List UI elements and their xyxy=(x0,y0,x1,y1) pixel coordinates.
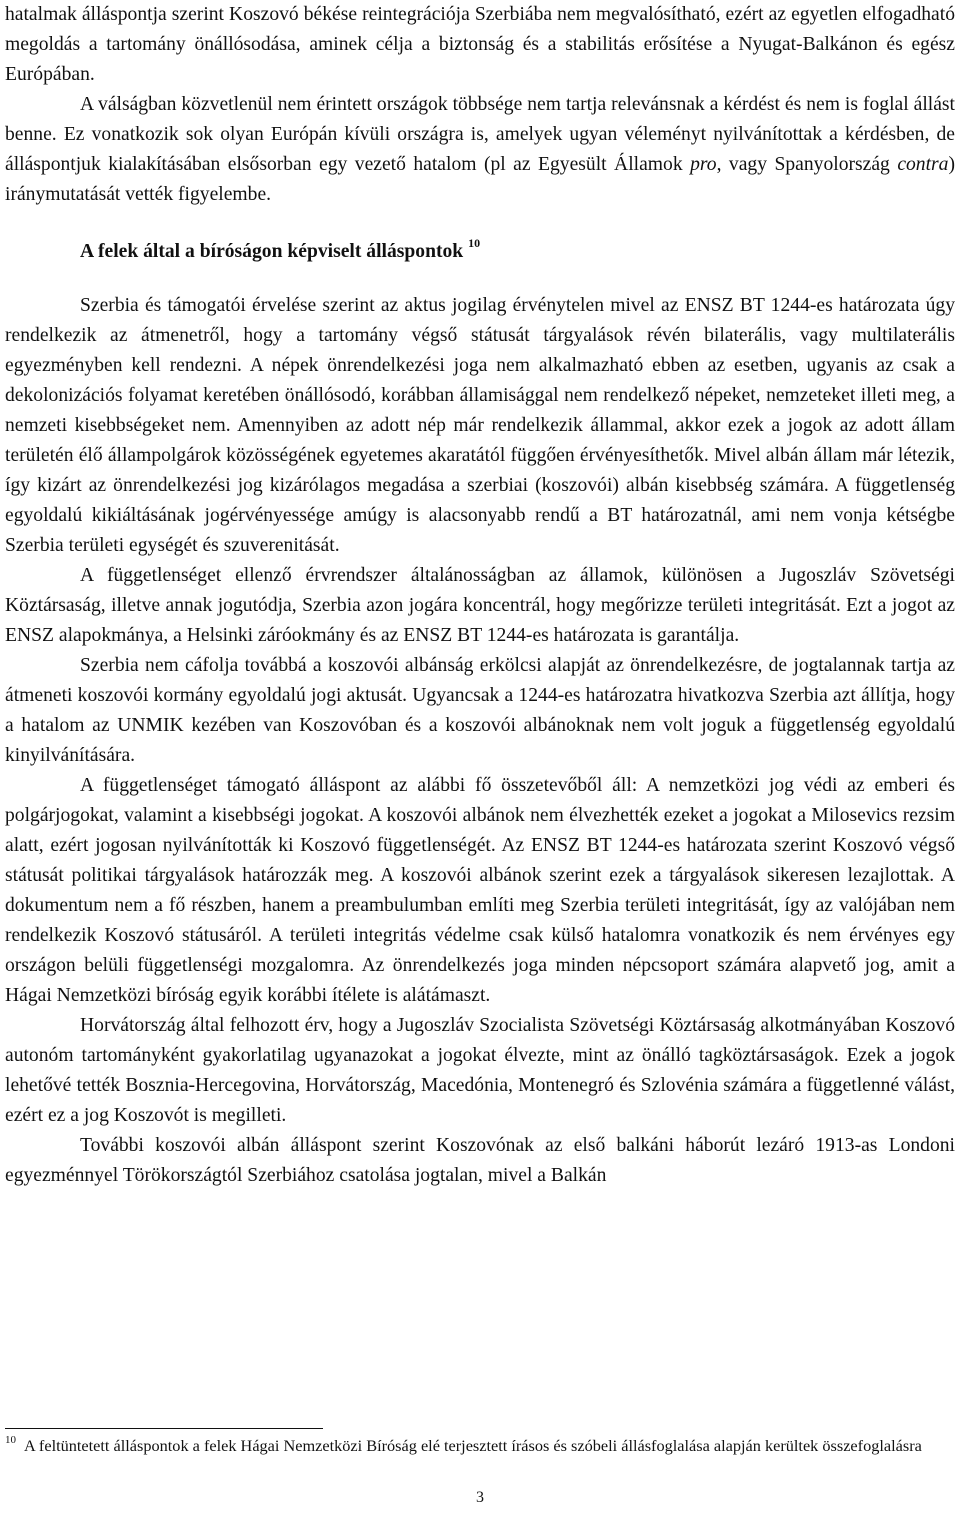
footnote xyxy=(5,1434,955,1457)
paragraph-5-text: Szerbia nem cáfolja továbbá a koszovói albánság erkölcsi alapját az önrendelkezésre, de jogtalannak tartja az átmeneti koszovói kormány egyoldalú jogi aktusát. Ugyancsak a 1244-es határozatra hivatkozva Szerbia azt állítja, hogy a hatalom az UNMIK kezében van Koszovóban és a koszovói albánoknak nem volt joguk a függetlenség egyoldalú kinyilvánítására. xyxy=(5,655,955,766)
paragraph-2 xyxy=(5,90,955,210)
footnote-text: A feltüntetett álláspontok a felek Hágai Nemzetközi Bíróság elé terjesztett írásos és szóbeli állásfoglalása alapján kerültek összefoglalásra xyxy=(24,1436,922,1455)
section-heading-text: A felek által a bíróságon képviselt álláspontok xyxy=(80,241,464,262)
document-page xyxy=(5,0,955,1191)
footnote-reference[interactable]: 10 xyxy=(468,236,481,251)
footnote-number: 10 xyxy=(5,1433,16,1446)
paragraph-2-text: A válságban közvetlenül nem érintett országok többsége nem tartja relevánsnak a kérdést és nem is foglal állást benne. Ez vonatkozik sok olyan Európán kívüli országra is, amelyek ugyan véleményt nyilvánítottak a kérdésben, de álláspontjuk kialakításában elsősorban egy vezető hatalom (pl az Egyesült Államok xyxy=(5,94,955,175)
paragraph-4-text: A függetlenséget ellenző érvrendszer általánosságban az államok, különösen a Jugoszláv Szövetségi Köztársaság, illetve annak jogutódja, Szerbia azon jogára koncentrál, hogy megőrizze területi integritását. Ezt a jogot az ENSZ alapokmánya, a Helsinki záróokmány és az ENSZ BT 1244-es határozata is garantálja. xyxy=(5,565,955,646)
italic-pro: pro xyxy=(690,154,717,175)
paragraph-6-text: A függetlenséget támogató álláspont az alábbi fő összetevőből áll: A nemzetközi jog védi az emberi és polgárjogokat, valamint a kisebbségi jogokat. A koszovói albánok nem élvezhették ezeket a jogokat a Milosevics rezsim alatt, ezért jogosan nyilvánították ki Koszovó függetlenségét. Az ENSZ BT 1244-es határozata szerint Koszovó végső státusát politikai tárgyalások határozzák meg. A koszovói albánok szerint ezek a tárgyalások sikeresen lezajlottak. A dokumentum nem a fő részben, hanem a preambulumban említi meg Szerbia területi integritását, így az valójában nem rendelkezik Koszovó státusáról. A területi integritás védelme csak külső hatalomra vonatkozik és nem érvényes egy országon belüli függetlenségi mozgalomra. Az önrendelkezés joga minden népcsoport számára alapvető jog, amit a Hágai Nemzetközi bíróság egyik korábbi ítélete is alátámaszt. xyxy=(5,775,955,1006)
paragraph-3-text: Szerbia és támogatói érvelése szerint az aktus jogilag érvénytelen mivel az ENSZ BT 1244-es határozata úgy rendelkezik az átmenetről, hogy a tartomány végső státusát tárgyalások révén bilaterális, vagy multilaterális egyezményben kell rendezni. A népek önrendelkezési joga nem alkalmazható ebben az esetben, ugyanis az csak a dekolonizációs folyamat keretében önállósodó, korábban államisággal nem rendelkező népeket, nemzeteket illeti meg, a nemzeti kisebbségeket nem. Amennyiben az adott nép már rendelkezik állammal, akkor ezek a jogok az adott állam területén élő állampolgárok közösségének egyetemes akaratától függően érvényesíthetők. Mivel albán állam már létezik, így kizárt az önrendelkezési jog kizárólagos megadása a szerbiai (koszovói) albán kisebbség számára. A függetlenség egyoldalú kikiáltásának jogérvényessége amúgy is alacsonyabb rendű a BT határozatnál, ami nem vonja kétségbe Szerbia területi egységét és szuverenitását. xyxy=(5,295,955,556)
paragraph-7 xyxy=(5,1011,955,1131)
footnote-divider xyxy=(5,1428,323,1429)
paragraph-3 xyxy=(5,291,955,561)
paragraph-2-mid: , vagy Spanyolország xyxy=(716,154,898,175)
paragraph-1 xyxy=(5,0,955,90)
italic-contra: contra xyxy=(897,154,949,175)
page-number: 3 xyxy=(476,1489,484,1506)
paragraph-7-text: Horvátország által felhozott érv, hogy a Jugoszláv Szocialista Szövetségi Köztársaság alkotmányában Koszovó autonóm tartományként gyakorlatilag ugyanazokat a jogokat élvezte, mint az önálló tagköztársaságok. Ezek a jogok lehetővé tették Bosznia-Hercegovina, Horvátország, Macedónia, Montenegró és Szlovénia számára a függetlenné válást, ezért ez a jog Koszovót is megilleti. xyxy=(5,1015,955,1126)
paragraph-8-text: További koszovói albán álláspont szerint Koszovónak az első balkáni háborút lezáró 1913-as Londoni egyezménnyel Törökországtól Szerbiához csatolása jogtalan, mivel a Balkán xyxy=(5,1135,955,1186)
paragraph-4 xyxy=(5,561,955,651)
paragraph-2-end: ) iránymutatását vették figyelembe. xyxy=(5,154,955,205)
paragraph-1-text: hatalmak álláspontja szerint Koszovó békése reintegrációja Szerbiába nem megvalósítható, ezért az egyetlen elfogadható megoldás a tartomány önállósodása, aminek célja a biztonság és a stabilitás erősítése a Nyugat-Balkánon és egész Európában. xyxy=(5,4,955,85)
paragraph-6 xyxy=(5,771,955,1011)
paragraph-5 xyxy=(5,651,955,771)
section-heading xyxy=(5,210,955,291)
paragraph-8 xyxy=(5,1131,955,1191)
